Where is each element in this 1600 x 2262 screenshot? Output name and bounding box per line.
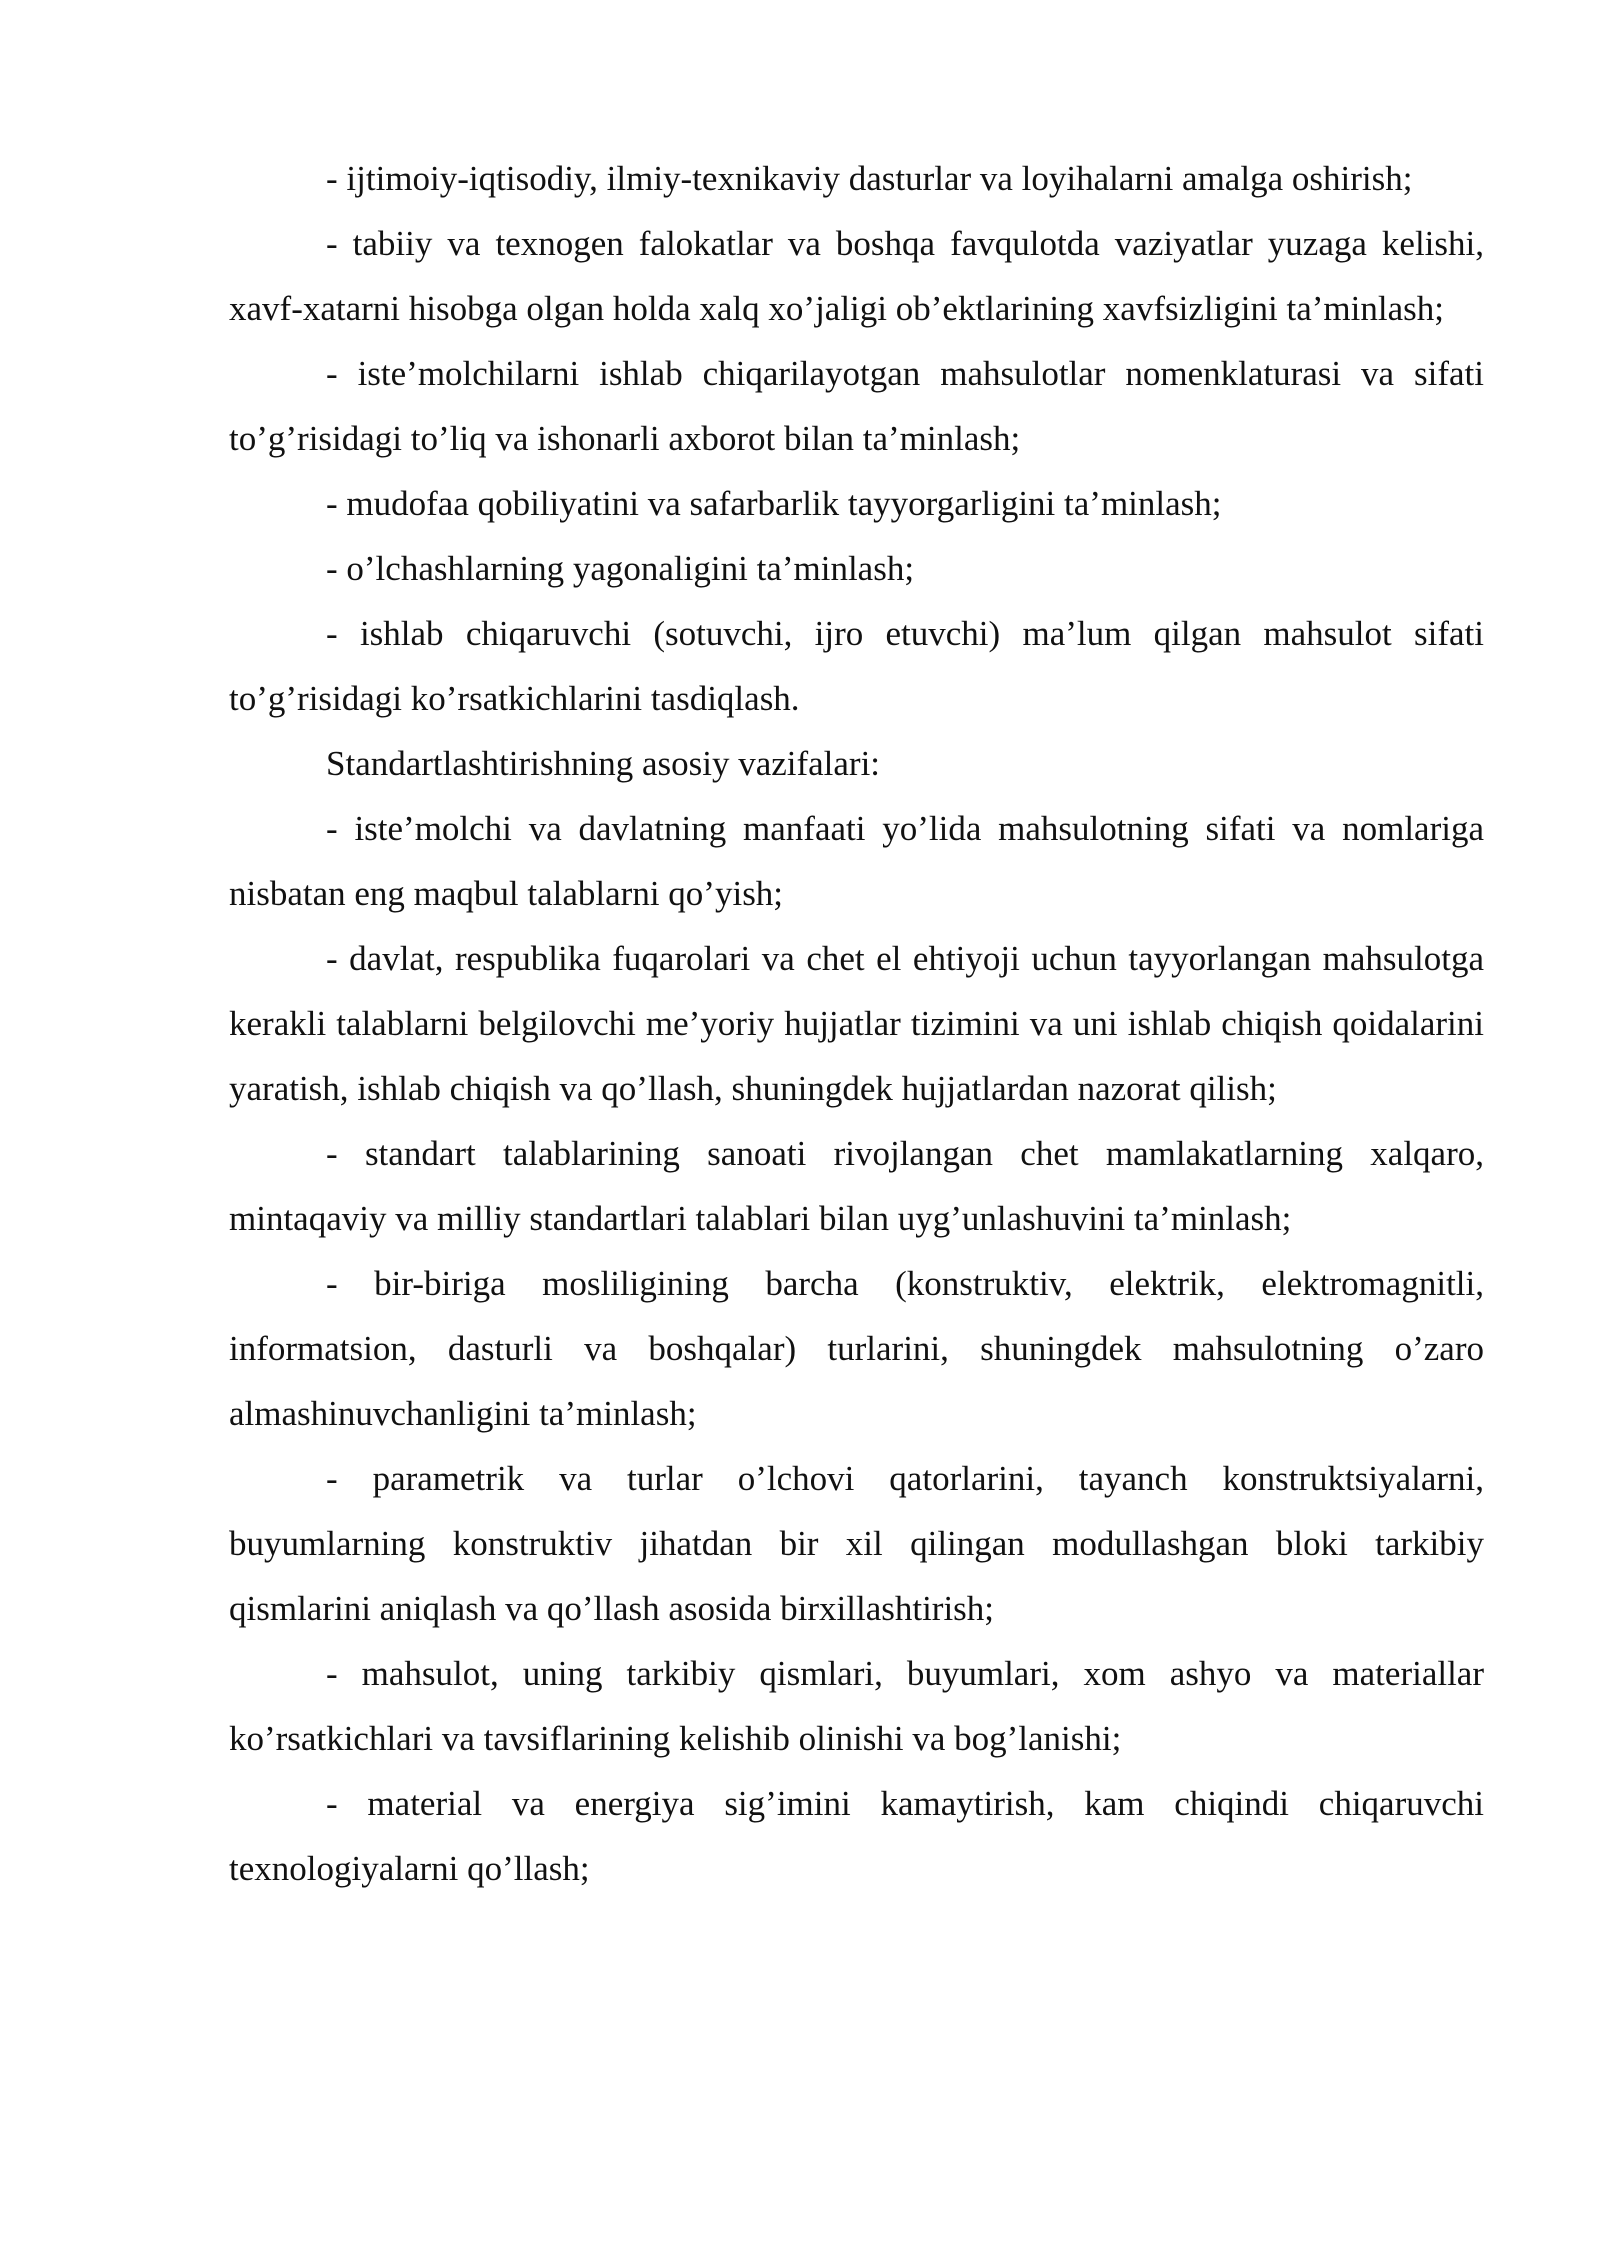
paragraph: - material va energiya sig’imini kamaytirish, kam chiqindi chiqaruvchi texnologiyalarni qo’llash; [229,1784,1484,1888]
paragraph: - o’lchashlarning yagonaligini ta’minlash; [326,549,915,588]
paragraph: - mahsulot, uning tarkibiy qismlari, buyumlari, xom ashyo va materiallar ko’rsatkichlari va tavsiflarining kelishib olinishi va bog’lanishi; [229,1654,1484,1758]
paragraph: - davlat, respublika fuqarolari va chet el ehtiyoji uchun tayyorlangan mahsulotga kerakli talablarni belgilovchi me’yoriy hujjatlar tizimini va uni ishlab chiqish qoidalarini yaratish, ishlab chiqish va qo’llash, shuningdek hujjatlardan nazorat qilish; [229,939,1484,1108]
document-page [229,146,1484,1901]
paragraph: - parametrik va turlar o’lchovi qatorlarini, tayanch konstruktsiyalarni, buyumlarning konstruktiv jihatdan bir xil qilingan modullashgan bloki tarkibiy qismlarini aniqlash va qo’llash asosida birxillashtirish; [229,1459,1484,1628]
paragraph: - bir-biriga mosliligining barcha (konstruktiv, elektrik, elektromagnitli, informatsion, dasturli va boshqalar) turlarini, shuningdek mahsulotning o’zaro almashinuvchanligini ta’minlash; [229,1264,1484,1433]
paragraph: - mudofaa qobiliyatini va safarbarlik tayyorgarligini ta’minlash; [326,484,1222,523]
paragraph: - standart talablarining sanoati rivojlangan chet mamlakatlarning xalqaro, mintaqaviy va milliy standartlari talablari bilan uyg’unlashuvini ta’minlash; [229,1134,1484,1238]
paragraph: - tabiiy va texnogen falokatlar va boshqa favqulotda vaziyatlar yuzaga kelishi, xavf-xatarni hisobga olgan holda xalq xo’jaligi ob’ektlarining xavfsizligini ta’minlash; [229,224,1484,328]
paragraph: - iste’molchilarni ishlab chiqarilayotgan mahsulotlar nomenklaturasi va sifati to’g’risidagi to’liq va ishonarli axborot bilan ta’minlash; [229,354,1484,458]
paragraph: - ijtimoiy-iqtisodiy, ilmiy-texnikaviy dasturlar va loyihalarni amalga oshirish; [326,159,1413,198]
section-heading: Standartlashtirishning asosiy vazifalari: [326,744,881,783]
paragraph: - ishlab chiqaruvchi (sotuvchi, ijro etuvchi) ma’lum qilgan mahsulot sifati to’g’risidagi ko’rsatkichlarini tasdiqlash. [229,614,1484,718]
paragraph: - iste’molchi va davlatning manfaati yo’lida mahsulotning sifati va nomlariga nisbatan eng maqbul talablarni qo’yish; [229,809,1484,913]
